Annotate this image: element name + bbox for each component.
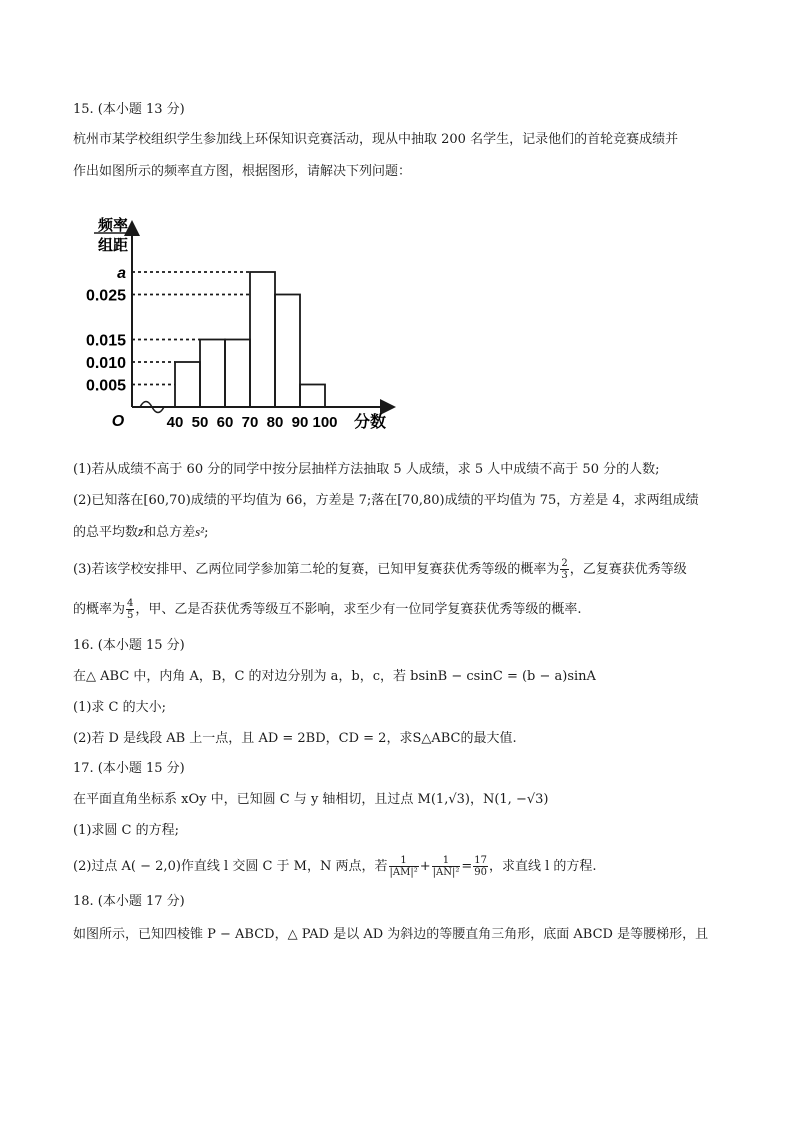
- q15-part2-line1: (2)已知落在[60,70)成绩的平均值为 66，方差是 7;落在[70,80)成绩的平均值为 75，方差是 4，求两组成绩: [73, 493, 699, 508]
- q15-part3-line1: [73, 558, 687, 581]
- fraction-four-fifths: $\frac{4}{5}$: [127, 598, 134, 621]
- q15-part3-text-b: ，乙复赛获优秀等级: [569, 562, 687, 577]
- fraction-17-over-90: $\frac{17}{90}$: [474, 855, 487, 878]
- y-axis-label-bottom: 组距: [97, 237, 129, 254]
- q16-part2: (2)若 D 是线段 AB 上一点，且 AD = 2BD，CD = 2，求S△ABC的最大值.: [73, 731, 517, 746]
- fraction-two-thirds: $\frac{2}{3}$: [561, 558, 568, 581]
- fraction-one-over-am2: $\frac{1}{\text{|AM|²}}$: [389, 855, 418, 878]
- x-tick-label-60: 60: [216, 414, 234, 431]
- plus-sign: +: [419, 859, 431, 874]
- histogram-bar-80-90: [275, 295, 300, 408]
- x-tick-label-70: 70: [241, 414, 259, 431]
- q15-part2-line2: [73, 523, 208, 542]
- q15-part3-text-d: ，甲、乙是否获优秀等级互不影响，求至少有一位同学复赛获优秀等级的概率.: [135, 602, 582, 617]
- q15-part2-text-b: 和总方差: [143, 525, 196, 540]
- q17-part2-text-a: (2)过点 A( − 2,0)作直线 l 交圆 C 于 M，N 两点，若: [73, 859, 388, 874]
- x-tick-label-50: 50: [191, 414, 209, 431]
- equals-sign: =: [461, 859, 473, 874]
- q16-title: 16. (本小题 15 分): [73, 638, 185, 653]
- q15-part2-text-c: ;: [204, 525, 209, 540]
- x-tick-label-80: 80: [266, 414, 284, 431]
- y-axis-label-top: 频率: [97, 217, 129, 234]
- q16-stem: 在△ ABC 中，内角 A，B，C 的对边分别为 a，b，c，若 bsinB − csinC = (b − a)sinA: [73, 669, 596, 684]
- q17-part2: [73, 855, 597, 878]
- q17-part1: (1)求圆 C 的方程;: [73, 823, 180, 838]
- x-axis-label: 分数: [353, 414, 387, 431]
- q15-part2-variance-symbol: s²: [195, 524, 205, 539]
- y-tick-label-1: 0.010: [85, 355, 126, 372]
- q15-part2-mean-symbol: z̄: [138, 524, 144, 539]
- q15-part3-text-c: 的概率为: [73, 602, 126, 617]
- q15-intro-line1: 杭州市某学校组织学生参加线上环保知识竞赛活动，现从中抽取 200 名学生，记录他们的首轮竞赛成绩并: [73, 132, 679, 147]
- y-tick-label-0: 0.005: [85, 377, 126, 395]
- fraction-one-over-an2: $\frac{1}{\text{|AN|²}}$: [432, 855, 460, 878]
- q17-title: 17. (本小题 15 分): [73, 761, 185, 776]
- origin-label: O: [111, 413, 125, 430]
- q15-intro-line2: 作出如图所示的频率直方图，根据图形，请解决下列问题：: [73, 164, 412, 179]
- y-tick-label-3: 0.025: [85, 287, 126, 305]
- x-tick-label-100: 100: [312, 414, 338, 431]
- histogram-bar-40-50: [175, 362, 200, 407]
- histogram-bar-50-60: [200, 340, 225, 408]
- q18-stem: 如图所示，已知四棱锥 P − ABCD，△ PAD 是以 AD 为斜边的等腰直角三角形，底面 ABCD 是等腰梯形，且: [73, 927, 709, 942]
- q15-part1: (1)若从成绩不高于 60 分的同学中按分层抽样方法抽取 5 人成绩，求 5 人中成绩不高于 50 分的人数;: [73, 462, 660, 477]
- q16-part1: (1)求 C 的大小;: [73, 700, 167, 715]
- q17-part2-text-b: ，求直线 l 的方程.: [488, 859, 597, 874]
- histogram-bar-60-70: [225, 340, 250, 408]
- y-tick-label-2: 0.015: [85, 332, 126, 350]
- q15-title: 15. (本小题 13 分): [73, 102, 185, 117]
- q18-title: 18. (本小题 17 分): [73, 894, 185, 909]
- q15-part3-line2: [73, 598, 582, 621]
- q15-part2-text-a: 的总平均数: [73, 525, 139, 540]
- histogram-bar-70-80: [250, 272, 275, 407]
- y-tick-label-4: a: [117, 265, 126, 282]
- q17-stem: 在平面直角坐标系 xOy 中，已知圆 C 与 y 轴相切，且过点 M(1,√3)，N(1, −√3): [73, 792, 549, 807]
- q15-part3-text-a: (3)若该学校安排甲、乙两位同学参加第二轮的复赛，已知甲复赛获优秀等级的概率为: [73, 562, 560, 577]
- x-tick-label-90: 90: [291, 414, 309, 431]
- histogram-bar-90-100: [300, 385, 325, 408]
- frequency-histogram: [80, 210, 400, 440]
- x-tick-label-40: 40: [166, 414, 184, 431]
